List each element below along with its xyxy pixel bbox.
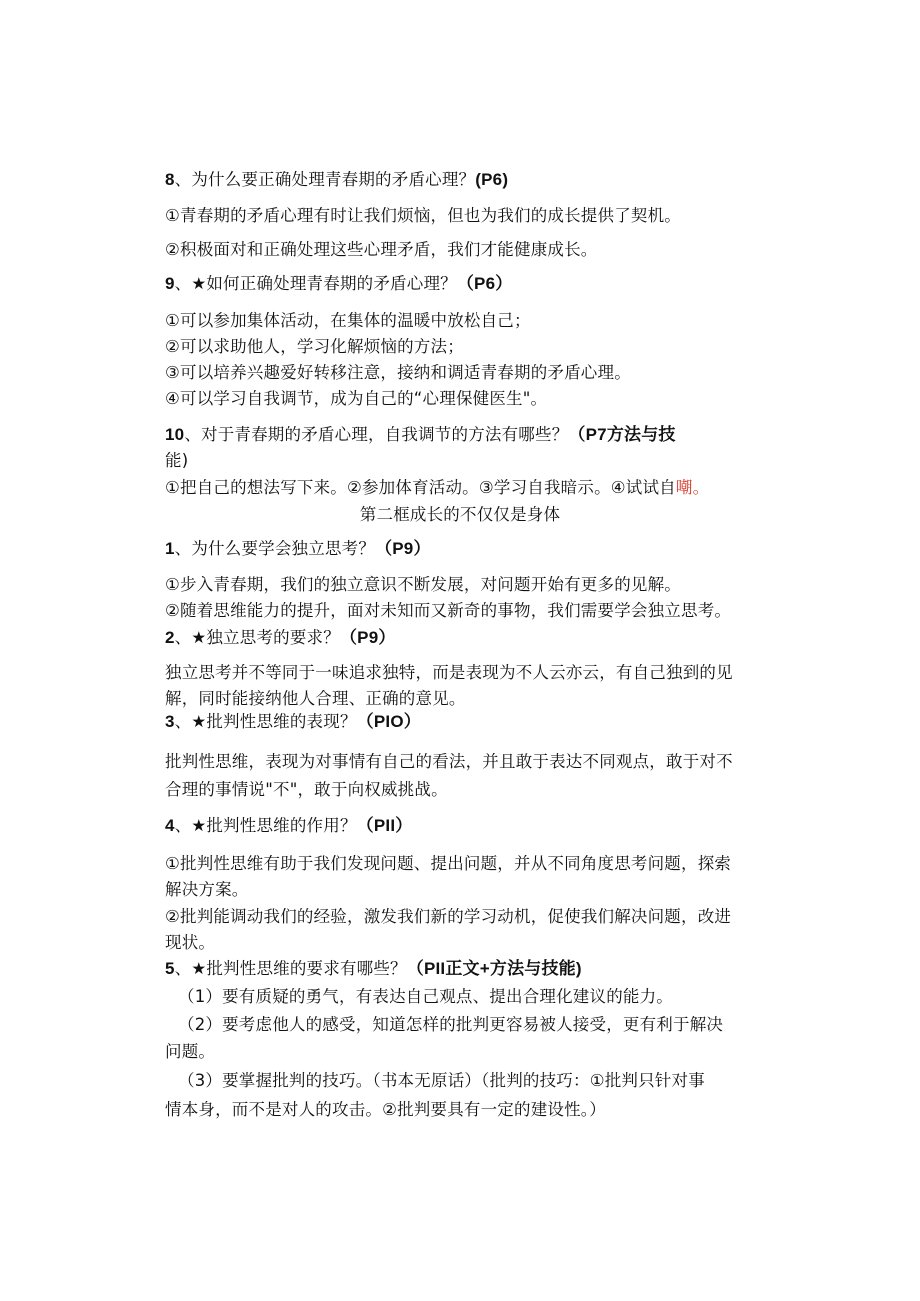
answer-line: 独立思考并不等同于一味追求独特，而是表现为不人云亦云，有自己独到的见 [165,663,733,682]
answer-line: 情本身，而不是对人的攻击。②批判要具有一定的建设性。） [165,1100,606,1119]
question-s5: 5、★批判性思维的要求有哪些？（PII正文+方法与技能) [165,959,582,978]
question-10-continued: 能) [165,451,189,470]
question-s2: 2、★独立思考的要求？（P9） [165,628,396,647]
answer-line: ④可以学习自我调节，成为自己的“心理保健医生"。 [165,389,548,408]
answer-line: ②积极面对和正确处理这些心理矛盾，我们才能健康成长。 [165,240,598,259]
answer-line: 解决方案。 [165,880,249,899]
answer-line: 合理的事情说"不"，敢于向权威挑战。 [165,780,448,799]
answer-line: ②随着思维能力的提升，面对未知而又新奇的事物，我们需要学会独立思考。 [165,601,732,620]
question-9: 9、★如何正确处理青春期的矛盾心理？（P6） [165,274,513,293]
answer-line: ②可以求助他人，学习化解烦恼的方法； [165,337,464,356]
answer-line: ①青春期的矛盾心理有时让我们烦恼，但也为我们的成长提供了契机。 [165,206,681,225]
question-s4: 4、★批判性思维的作用？（PII） [165,816,413,835]
answer-line: ①步入青春期，我们的独立意识不断发展，对问题开始有更多的见解。 [165,575,681,594]
answer-line: 解，同时能接纳他人合理、正确的意见。 [165,689,466,708]
answer-line: ①可以参加集体活动，在集体的温暖中放松自己； [165,311,531,330]
answer-line: 批判性思维，表现为对事情有自己的看法，并且敢于表达不同观点，敢于对不 [165,752,733,771]
answer-line: ②批判能调动我们的经验，激发我们新的学习动机，促使我们解决问题，改进 [165,907,732,926]
answer-line: ①把自己的想法写下来。②参加体育活动。③学习自我暗示。④试试自嘲。 [165,478,710,497]
answer-line: （1）要有质疑的勇气，有表达自己观点、提出合理化建议的能力。 [178,987,673,1006]
section-title: 第二框成长的不仅仅是身体 [359,505,561,524]
answer-line: ①批判性思维有助于我们发现问题、提出问题，并从不同角度思考问题，探索 [165,854,732,873]
answer-line: 问题。 [165,1042,216,1061]
answer-line: （3）要掌握批判的技巧。（书本无原话）（批判的技巧：①批判只针对事 [178,1071,705,1090]
question-10: 10、对于青春期的矛盾心理，自我调节的方法有哪些？（P7方法与技 [165,425,676,444]
question-s3: 3、★批判性思维的表现？（PIO） [165,712,421,731]
answer-line: ③可以培养兴趣爱好转移注意，接纳和调适青春期的矛盾心理。 [165,363,631,382]
question-s1: 1、为什么要学会独立思考？（P9） [165,539,431,558]
answer-line: （2）要考虑他人的感受，知道怎样的批判更容易被人接受，更有利于解决 [178,1015,724,1034]
question-8: 8、为什么要正确处理青春期的矛盾心理？(P6) [165,170,509,189]
answer-line: 现状。 [165,933,216,952]
